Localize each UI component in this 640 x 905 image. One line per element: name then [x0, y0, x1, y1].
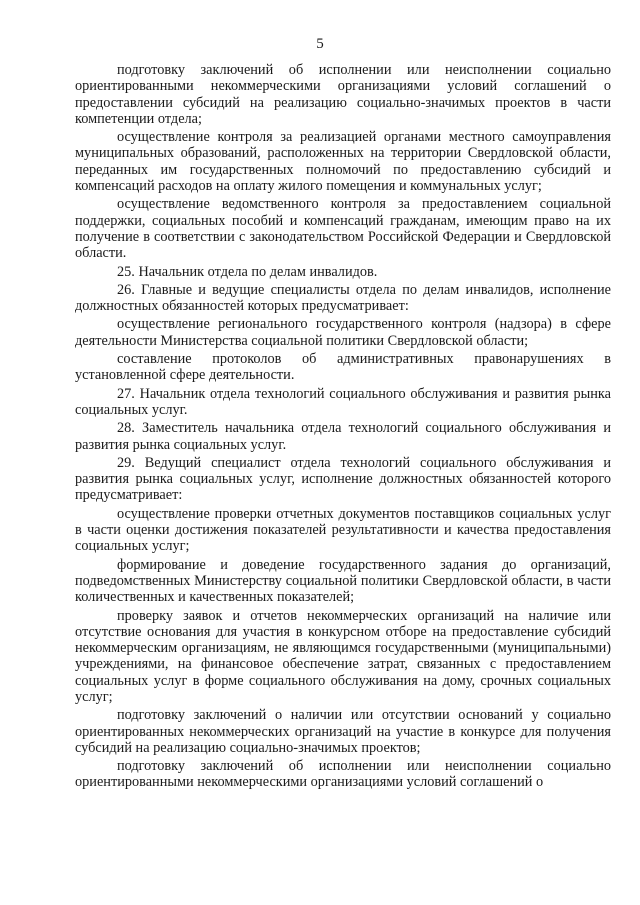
numbered-item: 29. Ведущий специалист отдела технологий социального обслуживания и развития рынка социальных услуг, исполнение должностных обязанностей которого предусматривает:: [75, 454, 611, 504]
paragraph: подготовку заключений об исполнении или неисполнении социально ориентированными некоммерческими организациями условий соглашений о предоставлении субсидий на реализацию социально-значимых проектов в части компетенции отдела;: [75, 62, 611, 127]
paragraph: формирование и доведение государственного задания до организаций, подведомственных Министерству социальной политики Свердловской области, в части количественных и качественных показателей;: [75, 556, 611, 606]
paragraph: осуществление контроля за реализацией органами местного самоуправления муниципальных образований, расположенных на территории Свердловской области, переданных им государственных полномочий по предоставлению субсидий и компенсаций расходов на оплату жилого помещения и коммунальных услуг;: [75, 129, 611, 195]
paragraph: проверку заявок и отчетов некоммерческих организаций на наличие или отсутствие основания для участия в конкурсном отборе на предоставление субсидий некоммерческим организациям, не являющимся государственными (муниципальными) учреждениями, на финансовое обеспечение затрат, связанных с предоставлением социальных услуг в форме социального обслуживания на дому, срочных социальных услуг;: [75, 607, 611, 705]
numbered-item: 28. Заместитель начальника отдела технологий социального обслуживания и развития рынка социальных услуг.: [75, 420, 611, 453]
paragraph: подготовку заключений об исполнении или неисполнении социально ориентированными некоммерческими организациями условий соглашений о: [75, 758, 611, 791]
paragraph: осуществление ведомственного контроля за предоставлением социальной поддержки, социальных пособий и компенсаций гражданам, имеющим право на их получение в соответствии с законодательством Российской Федерации и Свердловской области.: [75, 196, 611, 262]
paragraph: осуществление регионального государственного контроля (надзора) в сфере деятельности Министерства социальной политики Свердловской области;: [75, 316, 611, 349]
numbered-item: 27. Начальник отдела технологий социального обслуживания и развития рынка социальных услуг.: [75, 385, 611, 418]
numbered-item: 26. Главные и ведущие специалисты отдела по делам инвалидов, исполнение должностных обязанностей которых предусматривает:: [75, 281, 611, 315]
paragraph: осуществление проверки отчетных документов поставщиков социальных услуг в части оценки достижения показателей результативности и качества предоставления социальных услуг;: [75, 505, 611, 555]
paragraph: подготовку заключений о наличии или отсутствии оснований у социально ориентированных некоммерческих организаций на участие в конкурсе для получения субсидий на реализацию социально-значимых проектов;: [75, 707, 611, 756]
paragraph: составление протоколов об административных правонарушениях в установленной сфере деятельности.: [75, 351, 611, 384]
numbered-item: 25. Начальник отдела по делам инвалидов.: [117, 263, 378, 280]
document-body: [75, 62, 611, 793]
page-number: 5: [316, 36, 324, 52]
